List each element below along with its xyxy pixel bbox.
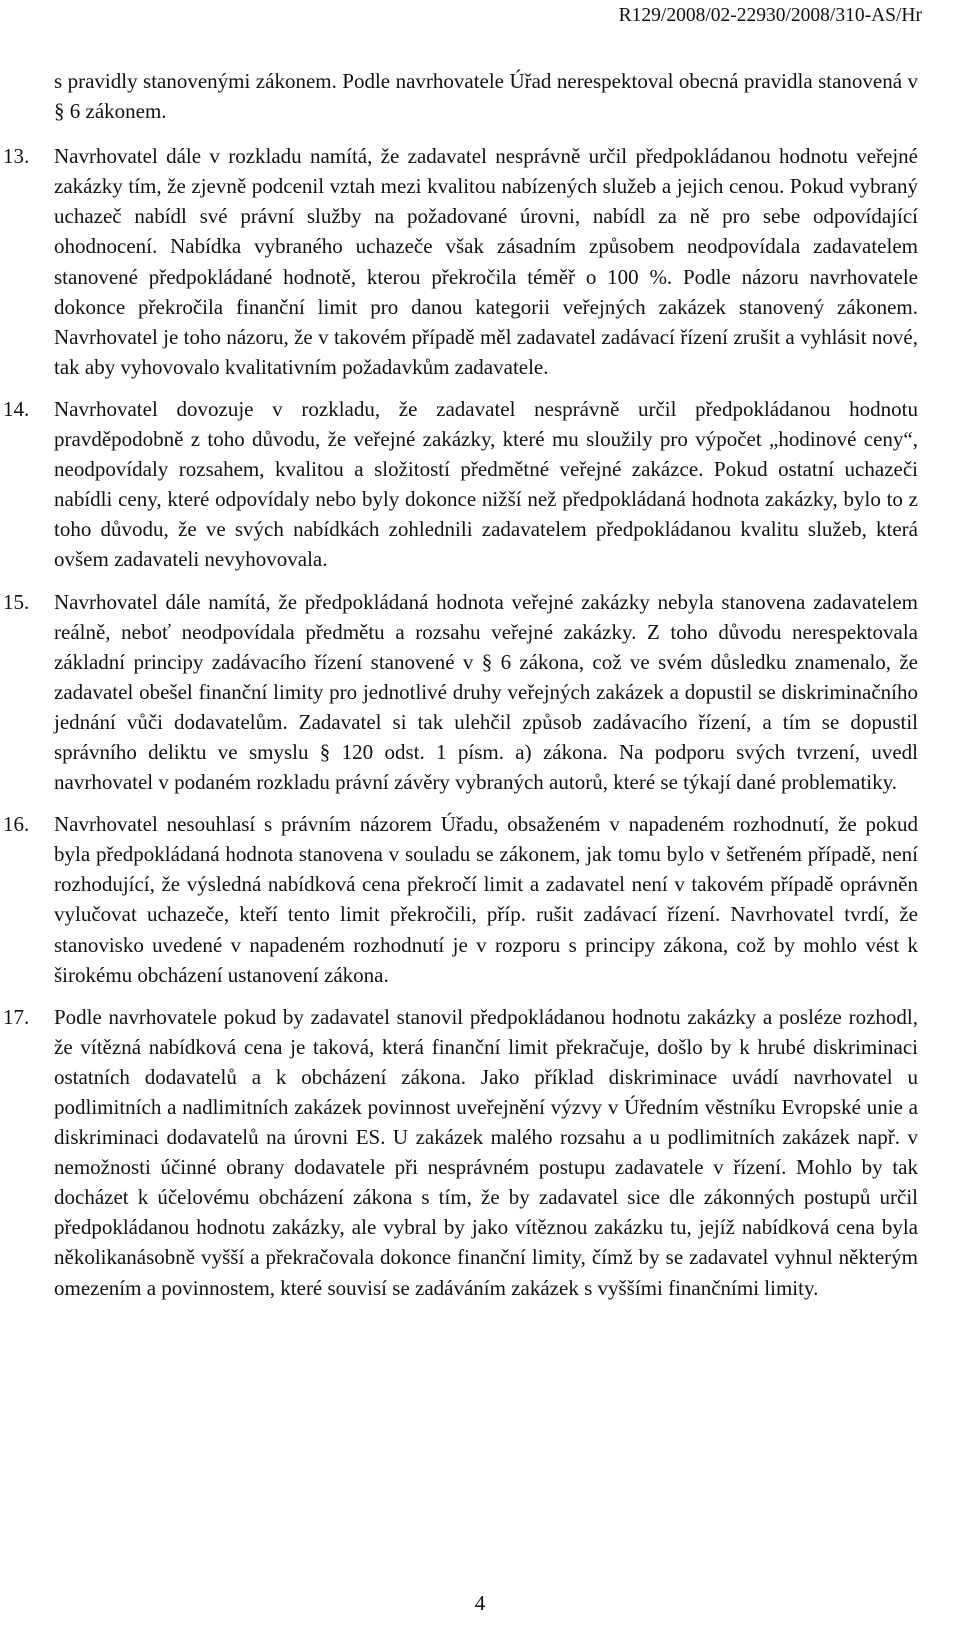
intro-paragraph: s pravidly stanovenými zákonem. Podle navrhovatele Úřad nerespektoval obecná pravidla stanovená v § 6 zákonem. [54,69,918,124]
paragraph-number: 15. [3,589,30,614]
paragraph-15 [3,587,918,798]
paragraph-text: Navrhovatel dále v rozkladu namítá, že zadavatel nesprávně určil předpokládanou hodnotu veřejné zakázky tím, že zjevně podcenil vztah mezi kvalitou nabízených služeb a jejich cenou. Pokud vybraný uchazeč nabídl své právní služby na požadované úrovni, nabídl za ně pro sebe odpovídající ohodnocení. Nabídka vybraného uchazeče však zásadním způsobem neodpovídala zadavatelem stanovené předpokládané hodnotě, kterou překročila téměř o 100 %. Podle názoru navrhovatele dokonce překročila finanční limit pro danou kategorii veřejných zakázek stanovený zákonem. Navrhovatel je toho názoru, že v takovém případě měl zadavatel zadávací řízení zrušit a vyhlásit nové, tak aby vyhovovalo kvalitativním požadavkům zadavatele. [54,144,918,379]
paragraph-17 [3,1002,918,1303]
paragraph-14 [3,394,918,575]
page-number: 4 [474,1591,486,1615]
document-reference-number: R129/2008/02-22930/2008/310-AS/Hr [618,5,922,26]
paragraph-text: Navrhovatel dále namítá, že předpokládaná hodnota veřejné zakázky nebyla stanovena zadavatelem reálně, neboť neodpovídala předmětu a rozsahu veřejné zakázky. Z toho důvodu nerespektovala základní principy zadávacího řízení stanovené v § 6 zákona, což ve svém důsledku znamenalo, že zadavatel obešel finanční limity pro jednotlivé druhy veřejných zakázek a dopustil se diskriminačního jednání vůči dodavatelům. Zadavatel si tak ulehčil způsob zadávacího řízení, a tím se dopustil správního deliktu ve smyslu § 120 odst. 1 písm. a) zákona. Na podporu svých tvrzení, uvedl navrhovatel v podaném rozkladu právní závěry vybraných autorů, které se týkají dané problematiky. [54,589,918,795]
paragraph-number: 17. [3,1004,30,1029]
paragraph-number: 16. [3,812,30,837]
paragraph-number: 14. [3,396,30,421]
document-body [3,66,918,1315]
paragraph-13 [3,141,918,382]
paragraph-text: Navrhovatel dovozuje v rozkladu, že zadavatel nesprávně určil předpokládanou hodnotu pravděpodobně z toho důvodu, že veřejné zakázky, které mu sloužily pro výpočet „hodinové ceny“, neodpovídaly rozsahem, kvalitou a složitostí předmětné veřejné zakázce. Pokud ostatní uchazeči nabídli ceny, které odpovídaly nebo byly dokonce nižší než předpokládaná hodnota zakázky, bylo to z toho důvodu, že ve svých nabídkách zohlednili zadavatelem předpokládanou kvalitu služeb, která ovšem zadavateli nevyhovovala. [54,396,918,572]
paragraph-text: Podle navrhovatele pokud by zadavatel stanovil předpokládanou hodnotu zakázky a posléze rozhodl, že vítězná nabídková cena je taková, která finanční limit překračuje, došlo by k hrubé diskriminaci ostatních dodavatelů a k obcházení zákona. Jako příklad diskriminace uvádí navrhovatel u podlimitních a nadlimitních zakázek povinnost uveřejnění výzvy v Úředním věstníku Evropské unie a diskriminaci dodavatelů na úrovni ES. U zakázek malého rozsahu a u podlimitních zakázek např. v nemožnosti účinné obrany dodavatele při nesprávném postupu zadavatele v řízení. Mohlo by tak docházet k účelovému obcházení zákona s tím, že by zadavatel sice dle zákonných postupů určil předpokládanou hodnotu zakázky, ale vybral by jako vítěznou zakázku tu, jejíž nabídková cena byla několikanásobně vyšší a překračovala dokonce finanční limity, čímž by se zadavatel vyhnul některým omezením a povinnostem, které souvisí se zadáváním zakázek s vyššími finančními limity. [54,1004,918,1300]
paragraph-text: Navrhovatel nesouhlasí s právním názorem Úřadu, obsaženém v napadeném rozhodnutí, že pokud byla předpokládaná hodnota stanovena v souladu se zákonem, jak tomu bylo v šetřeném případě, není rozhodující, že výsledná nabídková cena překročí limit a zadavatel není v takovém případě oprávněn vylučovat uchazeče, kteří tento limit překročili, příp. rušit zadávací řízení. Navrhovatel tvrdí, že stanovisko uvedené v napadeném rozhodnutí je v rozporu s principy zákona, což by mohlo vést k širokému obcházení ustanovení zákona. [54,812,918,987]
paragraph-16 [3,809,918,990]
paragraph-number: 13. [3,144,30,169]
